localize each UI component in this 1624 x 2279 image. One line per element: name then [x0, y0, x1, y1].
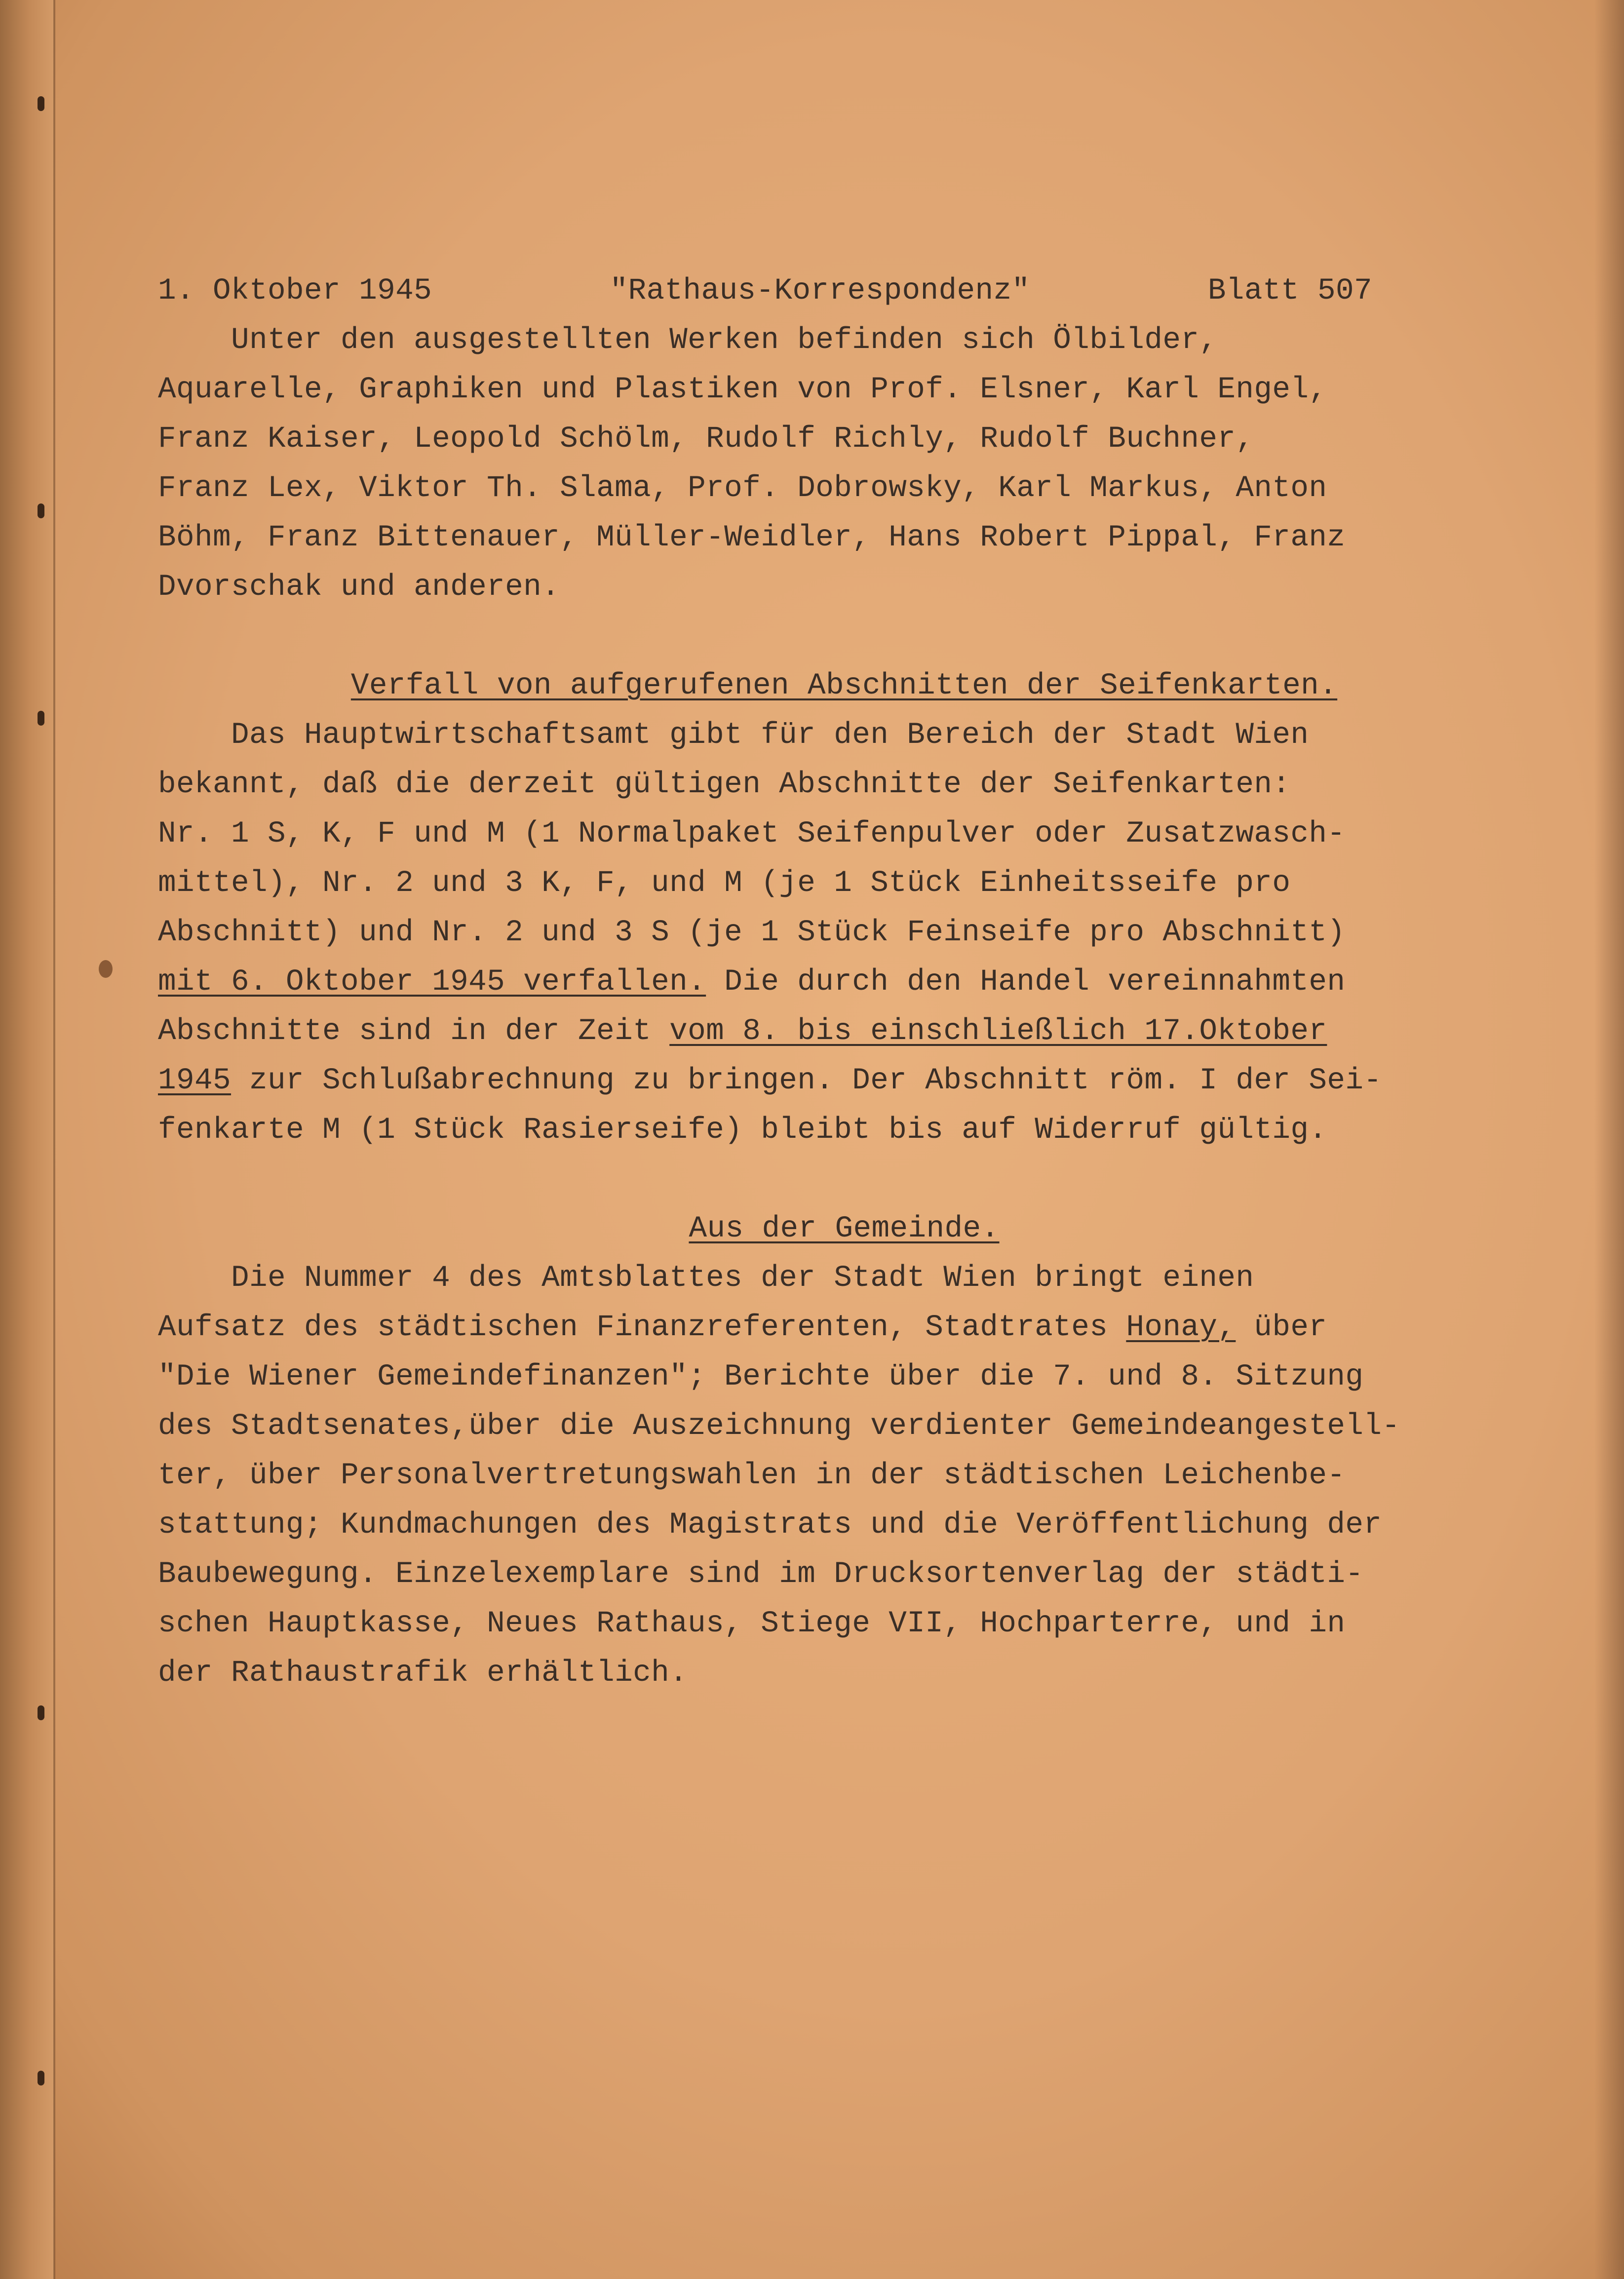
page-header — [158, 267, 1372, 316]
binding-stitch — [38, 2071, 44, 2086]
underlined-phrase: mit 6. Oktober 1945 verfallen. — [158, 965, 706, 999]
paragraph-line: des Stadtsenates,über die Auszeichnung verdienter Gemeindeangestell- — [158, 1409, 1400, 1443]
binding-stitch — [38, 711, 44, 726]
underlined-phrase: 1945 — [158, 1064, 232, 1098]
header-sheet-number: Blatt 507 — [1207, 274, 1372, 308]
underlined-phrase: Honay, — [1126, 1311, 1236, 1345]
paragraph-line: Nr. 1 S, K, F und M (1 Normalpaket Seifenpulver oder Zusatzwasch- — [158, 817, 1346, 851]
paragraph-line: Böhm, Franz Bittenauer, Müller-Weidler, Hans Robert Pippal, Franz — [158, 521, 1346, 555]
paragraph-line — [158, 1303, 1530, 1352]
paragraph-line: Unter den ausgestellten Werken befinden sich Ölbilder, — [158, 323, 1218, 357]
paragraph-line: Aquarelle, Graphiken und Plastiken von Prof. Elsner, Karl Engel, — [158, 373, 1327, 407]
paragraph-line: der Rathaustrafik erhältlich. — [158, 1656, 688, 1690]
paragraph-line: ter, über Personalvertretungswahlen in der städtischen Leichenbe- — [158, 1459, 1346, 1493]
paragraph-line: schen Hauptkasse, Neues Rathaus, Stiege VII, Hochparterre, und in — [158, 1607, 1346, 1641]
section-heading-municipality — [158, 1204, 1530, 1254]
paragraph-line: "Die Wiener Gemeindefinanzen"; Berichte über die 7. und 8. Sitzung — [158, 1360, 1364, 1394]
paragraph-line: bekannt, daß die derzeit gültigen Abschnitte der Seifenkarten: — [158, 768, 1291, 802]
typewritten-text — [158, 267, 1530, 1698]
section-gap — [158, 1155, 1530, 1204]
punch-hole — [99, 960, 113, 978]
binding-stitch — [38, 1705, 44, 1720]
page-right-edge — [1594, 0, 1624, 2279]
paragraph-line: stattung; Kundmachungen des Magistrats und die Veröffentlichung der — [158, 1508, 1382, 1542]
paragraph-line: Franz Lex, Viktor Th. Slama, Prof. Dobrowsky, Karl Markus, Anton — [158, 471, 1327, 505]
paragraph-line — [158, 958, 1530, 1007]
line-text: Abschnitte sind in der Zeit — [158, 1014, 670, 1048]
line-text: Die durch den Handel vereinnahmten — [706, 965, 1346, 999]
binding-edge — [53, 0, 55, 2279]
paragraph-line: Franz Kaiser, Leopold Schölm, Rudolf Richly, Rudolf Buchner, — [158, 422, 1254, 456]
section-heading-soap-cards — [158, 661, 1530, 711]
paragraph-line: Baubewegung. Einzelexemplare sind im Drucksortenverlag der städti- — [158, 1557, 1364, 1591]
heading-text: Verfall von aufgerufenen Abschnitten der Seifenkarten. — [350, 669, 1338, 703]
section-gap — [158, 612, 1530, 661]
header-date: 1. Oktober 1945 — [158, 274, 432, 308]
header-publication: "Rathaus-Korrespondenz" — [610, 274, 1030, 308]
line-text: Aufsatz des städtischen Finanzreferenten, Stadtrates — [158, 1311, 1126, 1345]
line-text: über — [1236, 1311, 1327, 1345]
binding-stitch — [38, 96, 44, 111]
paragraph-line: fenkarte M (1 Stück Rasierseife) bleibt bis auf Widerruf gültig. — [158, 1113, 1327, 1147]
paragraph-line — [158, 1007, 1530, 1056]
underlined-phrase: vom 8. bis einschließlich 17.Oktober — [669, 1014, 1327, 1048]
paragraph-line: Abschnitt) und Nr. 2 und 3 S (je 1 Stück Feinseife pro Abschnitt) — [158, 916, 1346, 950]
heading-text: Aus der Gemeinde. — [689, 1212, 1000, 1246]
binding-strip — [0, 0, 54, 2279]
binding-stitch — [38, 503, 44, 518]
line-text: zur Schlußabrechnung zu bringen. Der Abschnitt röm. I der Sei- — [231, 1064, 1382, 1098]
paragraph-line: Dvorschak und anderen. — [158, 570, 560, 604]
paragraph-line: Die Nummer 4 des Amtsblattes der Stadt Wien bringt einen — [158, 1261, 1254, 1295]
paragraph-line: Das Hauptwirtschaftsamt gibt für den Bereich der Stadt Wien — [158, 718, 1309, 752]
paragraph-line — [158, 1056, 1530, 1106]
paragraph-line: mittel), Nr. 2 und 3 K, F, und M (je 1 Stück Einheitsseife pro — [158, 866, 1291, 900]
